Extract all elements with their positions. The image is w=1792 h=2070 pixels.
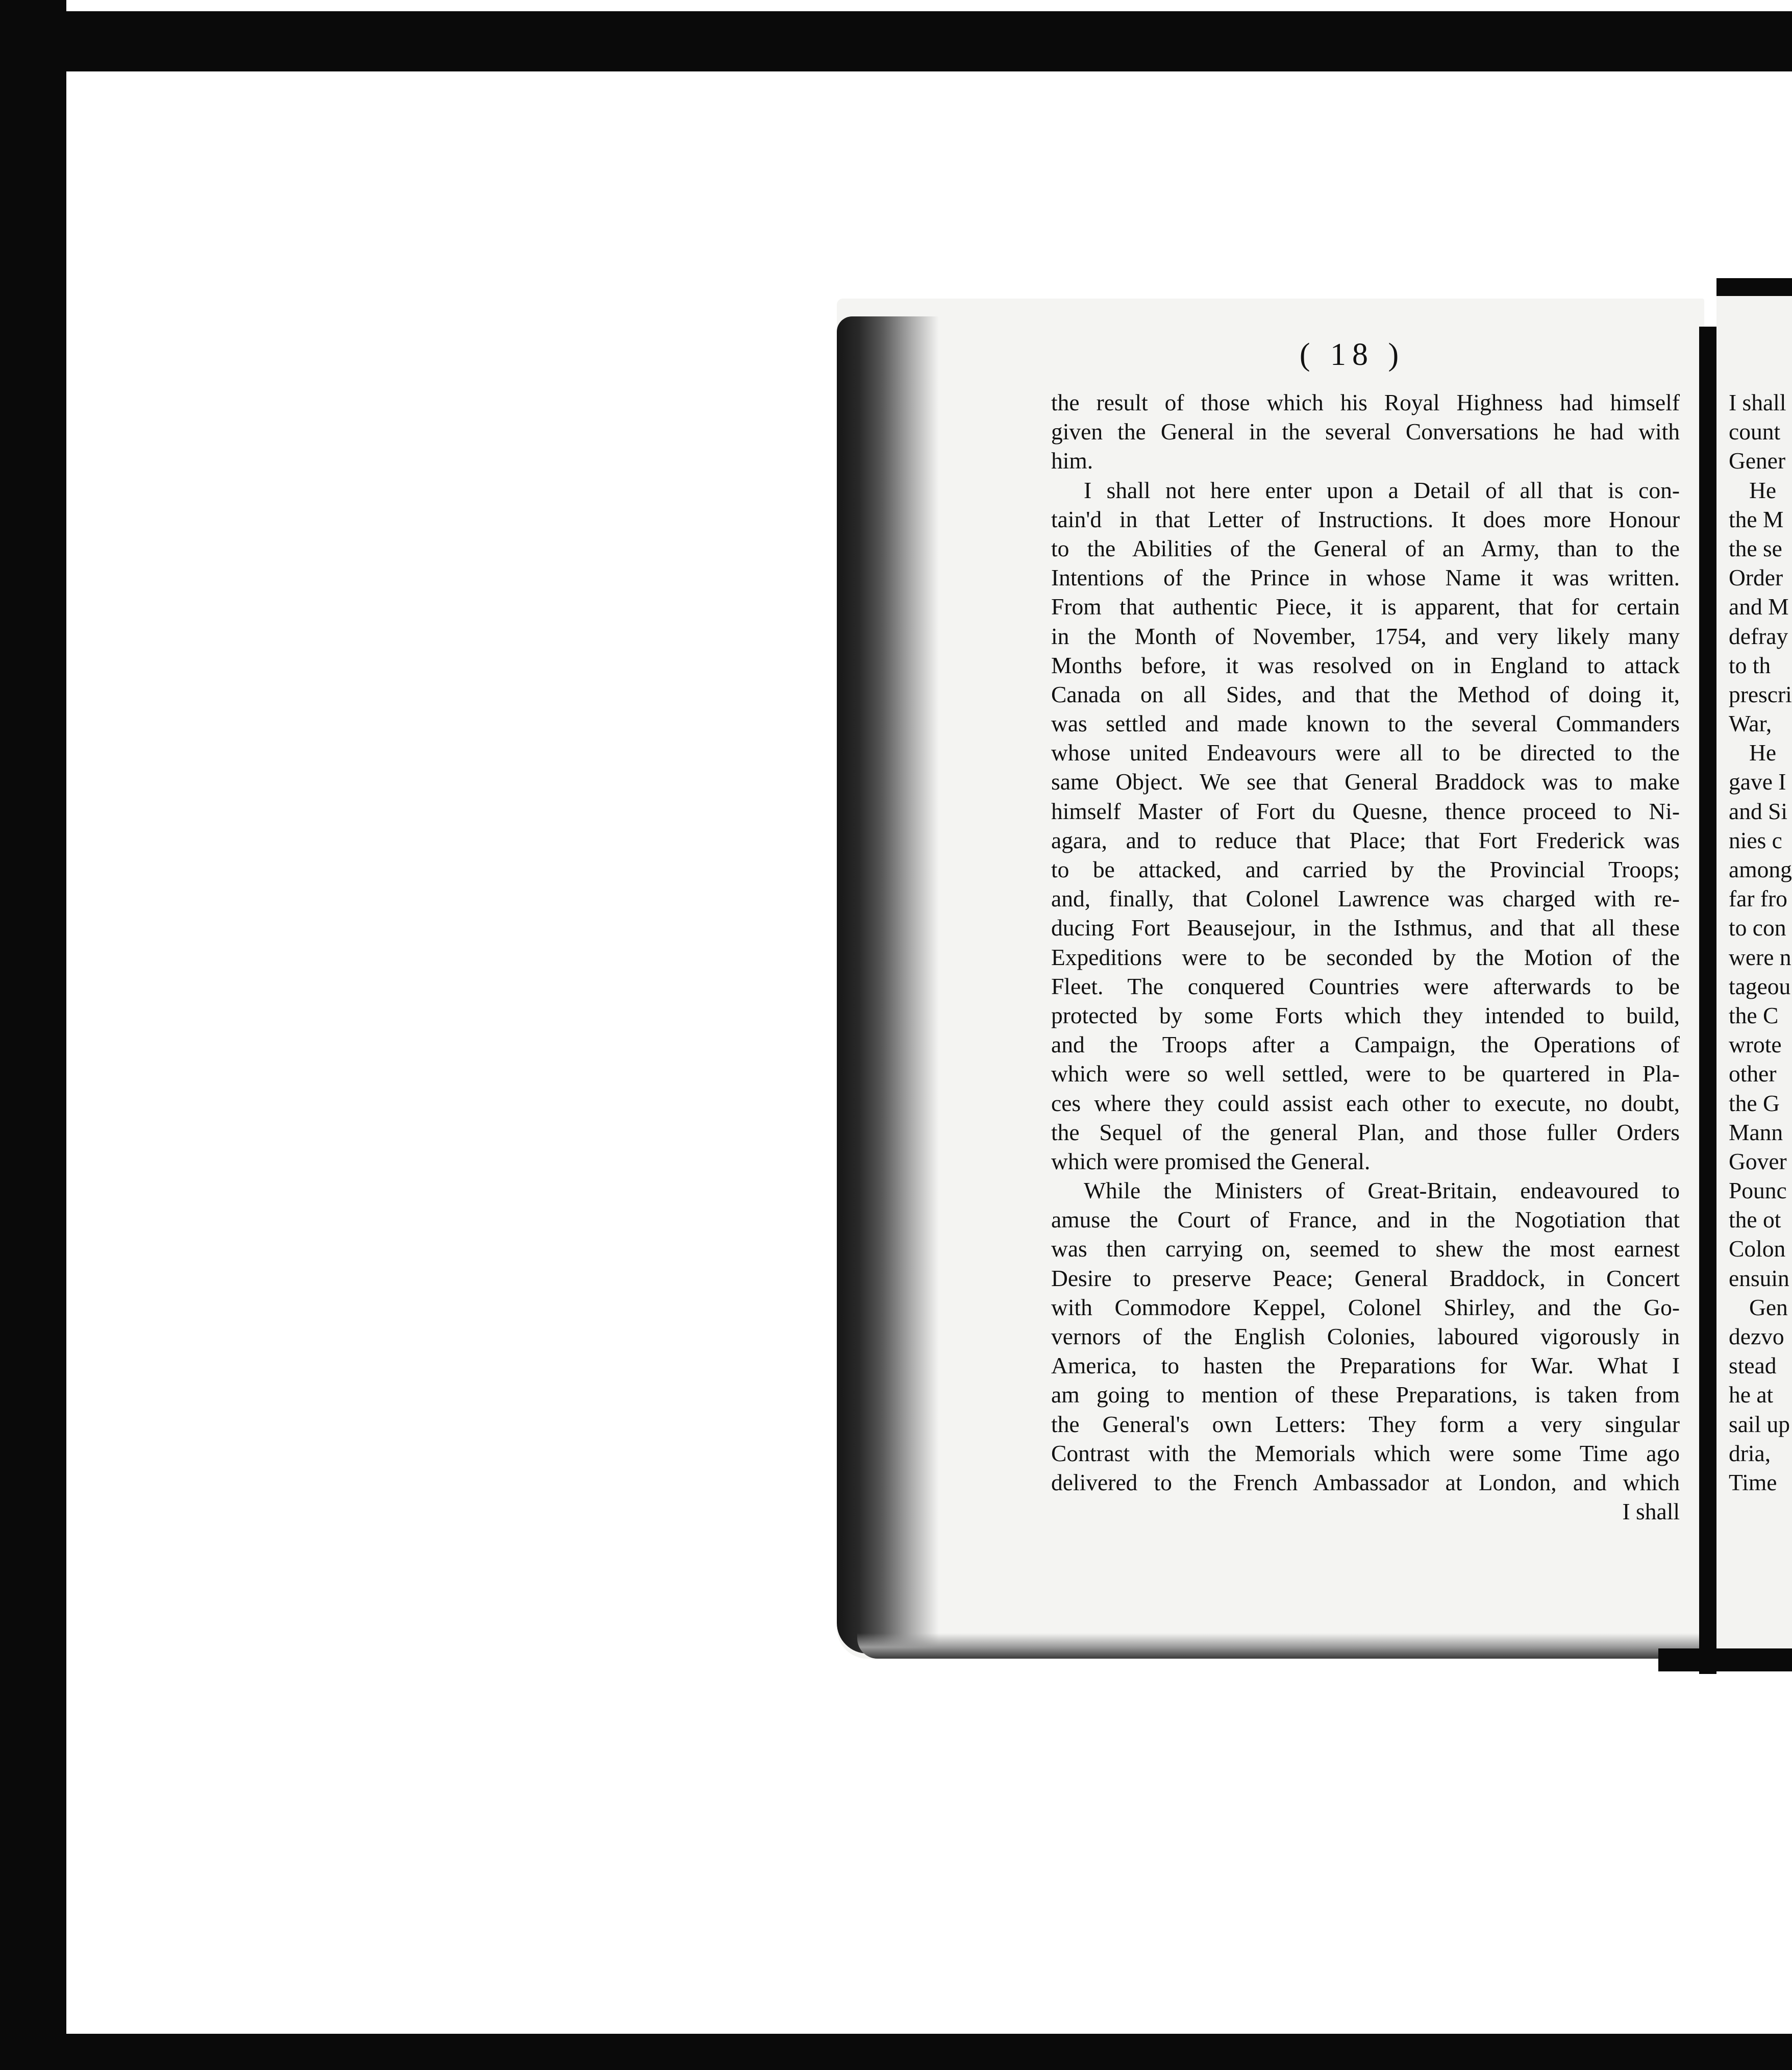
- text-line: America, to hasten the Preparations for War. What I: [1051, 1352, 1680, 1379]
- text-line: Months before, it was resolved on in England to attack: [1051, 652, 1680, 678]
- text-line-fragment: I shall: [1729, 389, 1786, 415]
- text-line-fragment: Gover: [1729, 1148, 1787, 1174]
- text-line: which were promised the General.: [1051, 1148, 1371, 1174]
- text-line-fragment: among: [1729, 856, 1792, 882]
- text-line-fragment: the M: [1729, 506, 1784, 532]
- text-line-fragment: to con: [1729, 915, 1786, 941]
- text-line-fragment: and M: [1729, 594, 1789, 620]
- text-line: Canada on all Sides, and that the Method of doing it,: [1051, 681, 1680, 707]
- text-line: whose united Endeavours were all to be directed to the: [1051, 740, 1680, 766]
- right-page-bottom-shadow: [1658, 1648, 1792, 1671]
- text-line: the Sequel of the general Plan, and those fuller Orders: [1051, 1119, 1680, 1145]
- text-line-fragment: prescri: [1729, 681, 1792, 707]
- text-line-fragment: Gen: [1749, 1294, 1788, 1320]
- text-line: Intentions of the Prince in whose Name it was written.: [1051, 564, 1680, 591]
- text-line: with Commodore Keppel, Colonel Shirley, and the Go-: [1051, 1294, 1680, 1320]
- text-line-fragment: were n: [1729, 944, 1791, 970]
- text-line: and the Troops after a Campaign, the Operations of: [1051, 1031, 1680, 1058]
- text-line-fragment: Gener: [1729, 448, 1786, 474]
- right-page-top-shadow: [1716, 278, 1792, 299]
- text-line-fragment: defray: [1729, 623, 1788, 649]
- text-line: the General's own Letters: They form a very singular: [1051, 1411, 1680, 1437]
- page-bottom-shadow: [857, 1633, 1704, 1659]
- text-line-fragment: and Si: [1729, 798, 1788, 824]
- text-line-fragment: the G: [1729, 1090, 1780, 1116]
- scan-border-left: [0, 0, 66, 2070]
- text-line-fragment: gave I: [1729, 769, 1786, 795]
- text-line-fragment: Colon: [1729, 1236, 1786, 1262]
- text-line: vernors of the English Colonies, laboured vigorously in: [1051, 1323, 1680, 1349]
- page-number: ( 18 ): [1299, 337, 1405, 372]
- text-line-fragment: He: [1749, 740, 1777, 766]
- text-line-fragment: the se: [1729, 535, 1782, 561]
- text-line-fragment: dria,: [1729, 1440, 1771, 1466]
- text-line: and, finally, that Colonel Lawrence was charged with re-: [1051, 885, 1680, 912]
- text-line: I shall: [1622, 1498, 1680, 1525]
- text-line: which were so well settled, were to be quartered in Pla-: [1051, 1061, 1680, 1087]
- text-line-fragment: nies c: [1729, 827, 1782, 853]
- text-line-fragment: Mann: [1729, 1119, 1783, 1145]
- text-line: tain'd in that Letter of Instructions. It does more Honour: [1051, 506, 1680, 532]
- text-line-fragment: other: [1729, 1061, 1777, 1087]
- text-line: am going to mention of these Preparations, is taken from: [1051, 1382, 1680, 1408]
- text-line: to be attacked, and carried by the Provincial Troops;: [1051, 856, 1680, 882]
- text-line-fragment: the ot: [1729, 1206, 1781, 1233]
- text-line-fragment: War,: [1729, 710, 1772, 737]
- text-line: delivered to the French Ambassador at London, and which: [1051, 1469, 1680, 1495]
- text-line: ces where they could assist each other to execute, no doubt,: [1051, 1090, 1680, 1116]
- text-line: same Object. We see that General Braddock was to make: [1051, 769, 1680, 795]
- text-line: From that authentic Piece, it is apparent, that for certain: [1051, 594, 1680, 620]
- text-line-fragment: he at: [1729, 1382, 1774, 1408]
- page-edge-stain: [837, 316, 939, 1654]
- text-line: Desire to preserve Peace; General Braddock, in Concert: [1051, 1265, 1680, 1291]
- text-line: was then carrying on, seemed to shew the most earnest: [1051, 1236, 1680, 1262]
- text-line: given the General in the several Conversations he had with: [1051, 418, 1680, 445]
- text-line-fragment: Pounc: [1729, 1177, 1787, 1204]
- text-line-fragment: Order: [1729, 564, 1783, 591]
- book-gutter: [1699, 327, 1716, 1674]
- text-line-fragment: the C: [1729, 1002, 1779, 1028]
- scan-border-top: [0, 0, 1792, 71]
- text-line-fragment: wrote: [1729, 1031, 1782, 1058]
- text-line-fragment: far fro: [1729, 885, 1787, 912]
- text-line-fragment: He: [1749, 477, 1777, 503]
- scan-border-top-gap: [0, 0, 1792, 11]
- text-line-fragment: to th: [1729, 652, 1771, 678]
- text-line: Fleet. The conquered Countries were afterwards to be: [1051, 973, 1680, 999]
- text-line-fragment: sail up: [1729, 1411, 1790, 1437]
- text-line-fragment: dezvo: [1729, 1323, 1784, 1349]
- text-line: was settled and made known to the several Commanders: [1051, 710, 1680, 737]
- text-line-fragment: stead: [1729, 1352, 1777, 1379]
- text-line: agara, and to reduce that Place; that Fort Frederick was: [1051, 827, 1680, 853]
- scan-border-bottom: [0, 2034, 1792, 2070]
- text-line: ducing Fort Beausejour, in the Isthmus, and that all these: [1051, 915, 1680, 941]
- text-line: Expeditions were to be seconded by the Motion of the: [1051, 944, 1680, 970]
- text-line: him.: [1051, 448, 1093, 474]
- text-line: Contrast with the Memorials which were some Time ago: [1051, 1440, 1680, 1466]
- text-line: in the Month of November, 1754, and very likely many: [1051, 623, 1680, 649]
- text-line: protected by some Forts which they intended to build,: [1051, 1002, 1680, 1028]
- text-line: While the Ministers of Great-Britain, endeavoured to: [1084, 1177, 1680, 1204]
- left-page-text: [1051, 388, 1680, 1526]
- text-line: the result of those which his Royal Highness had himself: [1051, 389, 1680, 415]
- text-line-fragment: count: [1729, 418, 1781, 445]
- text-line: I shall not here enter upon a Detail of all that is con-: [1084, 477, 1680, 503]
- text-line-fragment: ensuin: [1729, 1265, 1789, 1291]
- text-line: himself Master of Fort du Quesne, thence proceed to Ni-: [1051, 798, 1680, 824]
- text-line: to the Abilities of the General of an Army, than to the: [1051, 535, 1680, 561]
- text-line-fragment: Time: [1729, 1469, 1777, 1495]
- text-line: amuse the Court of France, and in the Nogotiation that: [1051, 1206, 1680, 1233]
- text-line-fragment: tageou: [1729, 973, 1791, 999]
- right-page-text: [1729, 388, 1792, 1497]
